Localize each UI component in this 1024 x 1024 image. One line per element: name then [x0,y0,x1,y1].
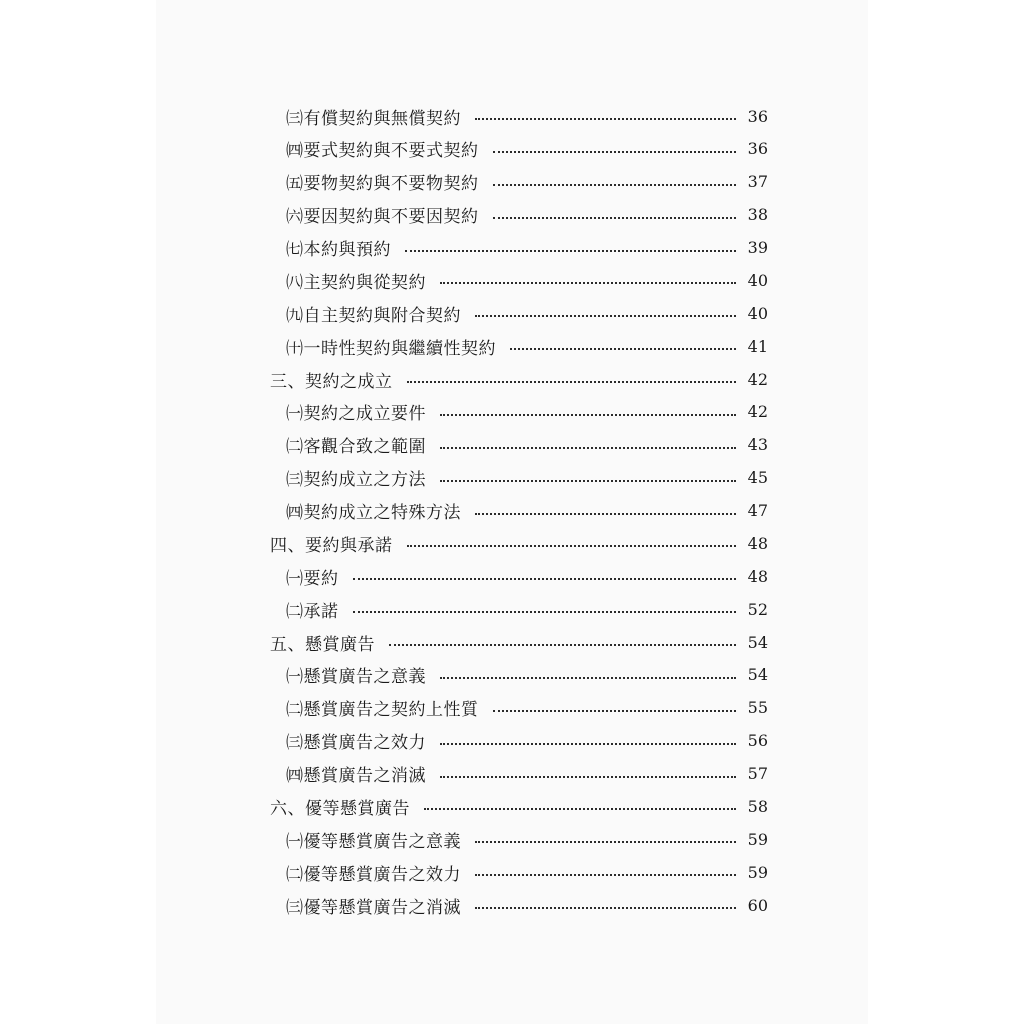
toc-entry-label: ㈢契約成立之方法 [286,470,426,491]
toc-subsection-entry [286,495,768,527]
toc-subsection-entry [286,856,768,888]
toc-page-number: 54 [747,665,768,685]
toc-page-number: 59 [747,829,768,849]
toc-page-number: 40 [747,270,768,290]
dot-leader [475,513,736,515]
toc-entry-label: ㈠優等懸賞廣告之意義 [286,831,461,852]
dot-leader [407,545,736,547]
toc-page-number: 52 [747,599,768,619]
dot-leader [440,447,736,449]
toc-subsection-entry [286,889,768,921]
toc-entry-label: 四、要約與承諾 [270,535,393,556]
dot-leader [493,217,736,219]
toc-page-number: 43 [747,435,768,455]
toc-entry-label: ㈤要物契約與不要物契約 [286,174,479,195]
toc-subsection-entry [286,593,768,625]
toc-page-number: 36 [747,139,768,159]
toc-page-number: 56 [747,731,768,751]
dot-leader [493,184,736,186]
toc-section-entry [270,363,768,395]
dot-leader [440,282,736,284]
toc-page-number: 58 [747,796,768,816]
dot-leader [475,118,736,120]
dot-leader [493,151,736,153]
toc-entry-label: ㈣要式契約與不要式契約 [286,141,479,162]
toc-entry-label: ㈨自主契約與附合契約 [286,305,461,326]
toc-entry-label: 三、契約之成立 [270,371,393,392]
toc-subsection-entry [286,330,768,362]
toc-subsection-entry [286,232,768,264]
toc-subsection-entry [286,297,768,329]
toc-page-number: 55 [747,698,768,718]
dot-leader [405,250,736,252]
toc-page-number: 48 [747,566,768,586]
toc-entry-label: ㈡懸賞廣告之契約上性質 [286,700,479,721]
toc-page-number: 37 [747,172,768,192]
table-of-contents [156,0,1024,1024]
toc-entry-label: ㈩一時性契約與繼續性契約 [286,338,496,359]
dot-leader [353,578,736,580]
toc-subsection-entry [286,396,768,428]
book-page [156,0,868,1024]
toc-subsection-entry [286,133,768,165]
toc-page-number: 54 [747,632,768,652]
toc-subsection-entry [286,659,768,691]
dot-leader [440,776,736,778]
dot-leader [475,907,736,909]
dot-leader [440,480,736,482]
toc-page-number: 42 [747,369,768,389]
toc-entry-label: ㈣懸賞廣告之消滅 [286,766,426,786]
toc-subsection-entry [286,758,768,790]
toc-entry-label: ㈦本約與預約 [286,240,391,260]
toc-entry-label: ㈡承諾 [286,601,339,622]
toc-subsection-entry [286,692,768,724]
toc-page-number: 36 [747,106,768,126]
toc-entry-label: ㈢有償契約與無償契約 [286,108,461,129]
toc-subsection-entry [286,264,768,296]
toc-entry-label: ㈠要約 [286,568,339,589]
toc-page-number: 59 [747,862,768,882]
toc-subsection-entry [286,166,768,198]
dot-leader [440,677,736,679]
dot-leader [475,315,736,317]
toc-section-entry [270,626,768,658]
toc-subsection-entry [286,199,768,231]
toc-page-number: 38 [747,205,768,225]
toc-page-number: 47 [747,501,768,520]
toc-entry-label: ㈠契約之成立要件 [286,404,426,425]
toc-page-number: 39 [747,238,768,257]
toc-subsection-entry [286,725,768,757]
dot-leader [353,611,736,613]
toc-page-number: 40 [747,303,768,323]
toc-entry-label: ㈣契約成立之特殊方法 [286,503,461,523]
dot-leader [475,874,736,876]
toc-section-entry [270,790,768,822]
dot-leader [475,841,736,843]
toc-entry-label: 五、懸賞廣告 [270,634,375,655]
toc-page-number: 60 [747,895,768,915]
dot-leader [440,414,736,416]
toc-subsection-entry [286,462,768,494]
toc-subsection-entry [286,429,768,461]
toc-entry-label: 六、優等懸賞廣告 [270,798,410,819]
toc-entry-label: ㈧主契約與從契約 [286,272,426,293]
toc-entry-label: ㈢優等懸賞廣告之消滅 [286,897,461,918]
toc-page-number: 41 [747,336,768,356]
dot-leader [440,743,736,745]
toc-page-number: 48 [747,533,768,553]
dot-leader [389,644,736,646]
toc-entry-label: ㈡優等懸賞廣告之效力 [286,864,461,885]
toc-subsection-entry [286,100,768,132]
toc-subsection-entry [286,823,768,855]
toc-subsection-entry [286,560,768,592]
dot-leader [424,808,736,810]
toc-entry-label: ㈠懸賞廣告之意義 [286,667,426,688]
dot-leader [407,381,736,383]
toc-page-number: 57 [747,764,768,783]
toc-entry-label: ㈡客觀合致之範圍 [286,437,426,458]
dot-leader [510,348,736,350]
toc-section-entry [270,527,768,559]
dot-leader [493,710,736,712]
toc-page-number: 45 [747,468,768,488]
toc-entry-label: ㈢懸賞廣告之效力 [286,733,426,754]
toc-page-number: 42 [747,402,768,422]
toc-entry-label: ㈥要因契約與不要因契約 [286,207,479,228]
